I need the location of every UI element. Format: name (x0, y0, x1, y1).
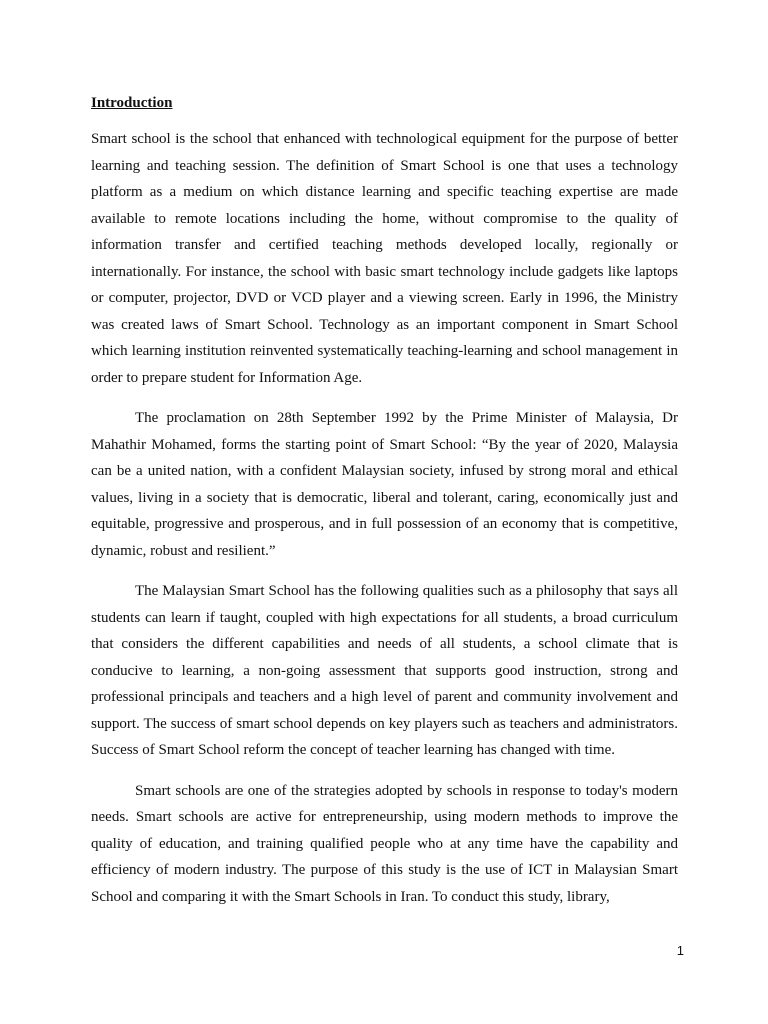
section-heading: Introduction (91, 95, 173, 111)
paragraph-2: The proclamation on 28th September 1992 by the Prime Minister of Malaysia, Dr Mahathir Mohamed, forms the starting point of Smart School: “By the year of 2020, Malaysia can be a united nation, with a confident Malaysian society, infused by strong moral and ethical values, living in a society that is democratic, liberal and tolerant, caring, economically just and equitable, progressive and prosperous, and in full possession of an economy that is competitive, dynamic, robust and resilient.” (91, 410, 678, 559)
paragraph-3: The Malaysian Smart School has the following qualities such as a philosophy that says all students can learn if taught, coupled with high expectations for all students, a broad curriculum that considers the different capabilities and needs of all students, a school climate that is conducive to learning, a non-going assessment that supports good instruction, strong and professional principals and teachers and a high level of parent and community involvement and support. The success of smart school depends on key players such as teachers and administrators. Success of Smart School reform the concept of teacher learning has changed with time. (91, 583, 678, 758)
paragraph-1: Smart school is the school that enhanced with technological equipment for the purpose of better learning and teaching session. The definition of Smart School is one that uses a technology platform as a medium on which distance learning and specific teaching expertise are made available to remote locations including the home, without compromise to the quality of information transfer and certified teaching methods developed locally, regionally or internationally. For instance, the school with basic smart technology include gadgets like laptops or computer, projector, DVD or VCD player and a viewing screen. Early in 1996, the Ministry was created laws of Smart School. Technology as an important component in Smart School which learning institution reinvented systematically teaching-learning and school management in order to prepare student for Information Age. (91, 131, 678, 386)
document-body (91, 92, 678, 924)
page-number: 1 (676, 943, 684, 958)
paragraph-4: Smart schools are one of the strategies adopted by schools in response to today's modern needs. Smart schools are active for entrepreneurship, using modern methods to improve the quality of education, and training qualified people who at any time have the capability and efficiency of modern industry. The purpose of this study is the use of ICT in Malaysian Smart School and comparing it with the Smart Schools in Iran. To conduct this study, library, (91, 782, 678, 905)
